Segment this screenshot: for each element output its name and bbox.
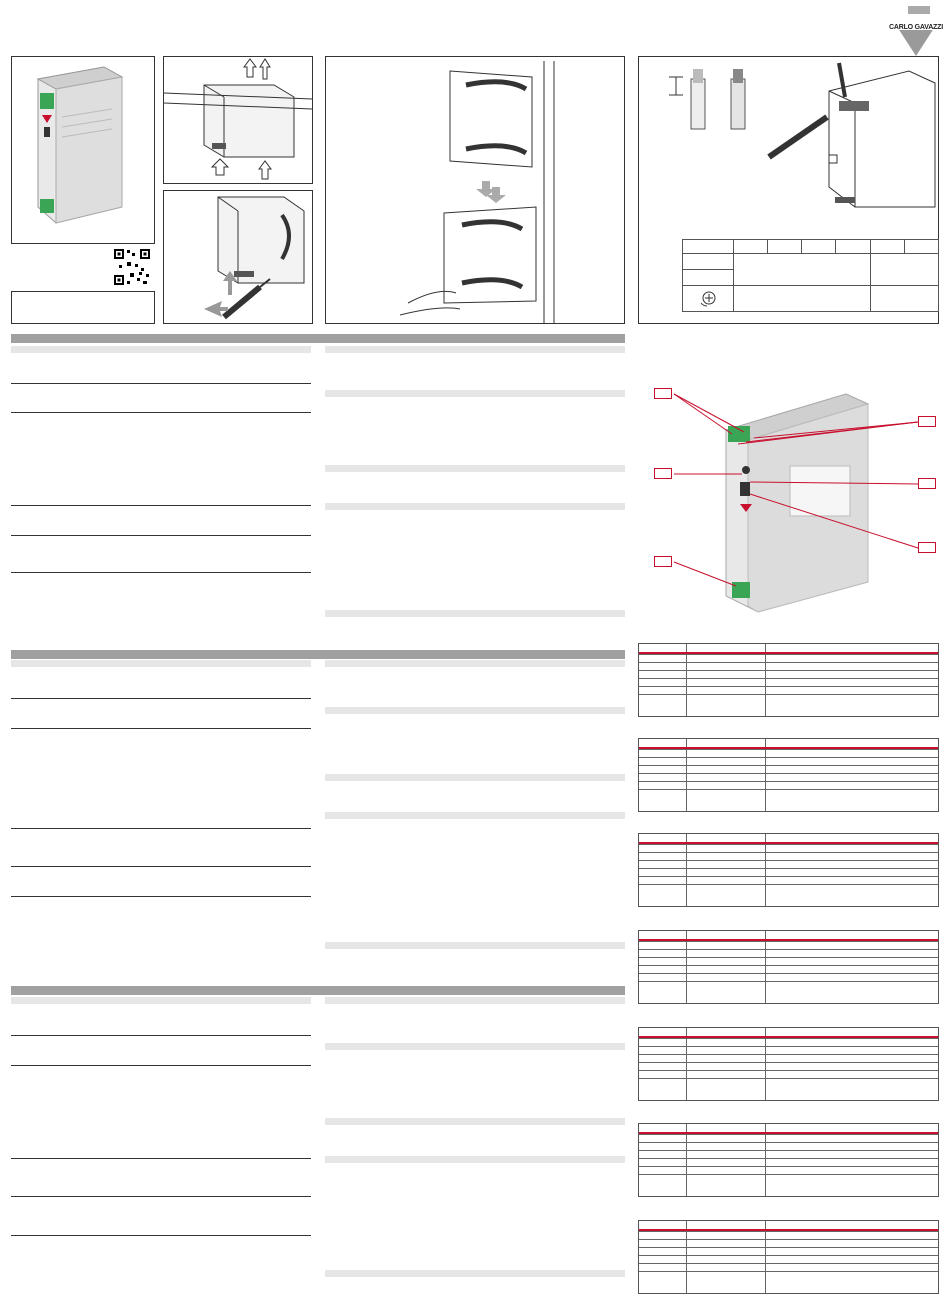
section-1-subheader-left	[11, 346, 311, 353]
section-1-rule	[11, 412, 311, 413]
terminal-wiring-panel	[638, 56, 939, 324]
section-3-subheader-right	[325, 1118, 625, 1125]
section-2-rule	[11, 698, 311, 699]
spec-table-7	[638, 1220, 939, 1294]
section-1-rule	[11, 383, 311, 384]
callout-5	[918, 542, 936, 553]
product-photo-panel	[11, 56, 155, 244]
din-rail-mounting-panel	[163, 56, 313, 184]
wire-spec-table	[682, 239, 939, 312]
section-2-rule	[11, 828, 311, 829]
callout-4	[918, 478, 936, 489]
section-header-2	[11, 650, 625, 659]
spec-table-2	[638, 738, 939, 812]
note-box	[11, 291, 155, 324]
brand-name: CARLO GAVAZZI	[889, 24, 943, 31]
section-header-3	[11, 986, 625, 995]
section-2-rule	[11, 896, 311, 897]
brand-logo	[886, 4, 946, 58]
brand-logo-icon	[886, 4, 946, 58]
section-3-subheader-right	[325, 1156, 625, 1163]
section-3-subheader-left	[11, 997, 311, 1004]
spec-table-5	[638, 1027, 939, 1101]
section-3-rule	[11, 1196, 311, 1197]
din-rail-mounting	[164, 57, 312, 183]
section-1-rule	[11, 535, 311, 536]
qr-code-icon[interactable]	[113, 248, 151, 286]
spec-table-1	[638, 643, 939, 717]
terminal-wiring	[639, 57, 938, 237]
spec-table-4	[638, 930, 939, 1004]
section-1-subheader-right	[325, 503, 625, 510]
section-1-subheader-right	[325, 390, 625, 397]
section-header-1	[11, 334, 625, 343]
callout-2	[918, 416, 936, 427]
section-1-subheader-right	[325, 346, 625, 353]
section-1-rule	[11, 572, 311, 573]
section-3-rule	[11, 1035, 311, 1036]
section-3-subheader-right	[325, 1270, 625, 1277]
callout-3	[654, 468, 672, 479]
side-mounting	[326, 57, 624, 323]
section-2-subheader-right	[325, 942, 625, 949]
torque-icon	[697, 289, 719, 307]
product-photo	[12, 57, 154, 243]
din-rail-unmounting-panel	[163, 190, 313, 324]
section-1-subheader-right	[325, 465, 625, 472]
section-3-subheader-right	[325, 997, 625, 1004]
section-3-rule	[11, 1235, 311, 1236]
section-3-rule	[11, 1158, 311, 1159]
spec-table-6	[638, 1123, 939, 1197]
section-2-subheader-right	[325, 707, 625, 714]
front-view-drawing	[650, 386, 940, 616]
section-2-subheader-right	[325, 812, 625, 819]
callout-1	[654, 388, 672, 399]
section-2-subheader-right	[325, 774, 625, 781]
front-view-callouts	[650, 386, 940, 616]
spec-table-3	[638, 833, 939, 907]
section-2-subheader-right	[325, 660, 625, 667]
din-rail-unmounting	[164, 191, 312, 323]
side-mounting-panel	[325, 56, 625, 324]
callout-6	[654, 556, 672, 567]
section-2-subheader-left	[11, 660, 311, 667]
section-1-subheader-right	[325, 610, 625, 617]
section-1-rule	[11, 505, 311, 506]
section-2-rule	[11, 728, 311, 729]
section-2-rule	[11, 866, 311, 867]
section-3-rule	[11, 1065, 311, 1066]
section-3-subheader-right	[325, 1043, 625, 1050]
